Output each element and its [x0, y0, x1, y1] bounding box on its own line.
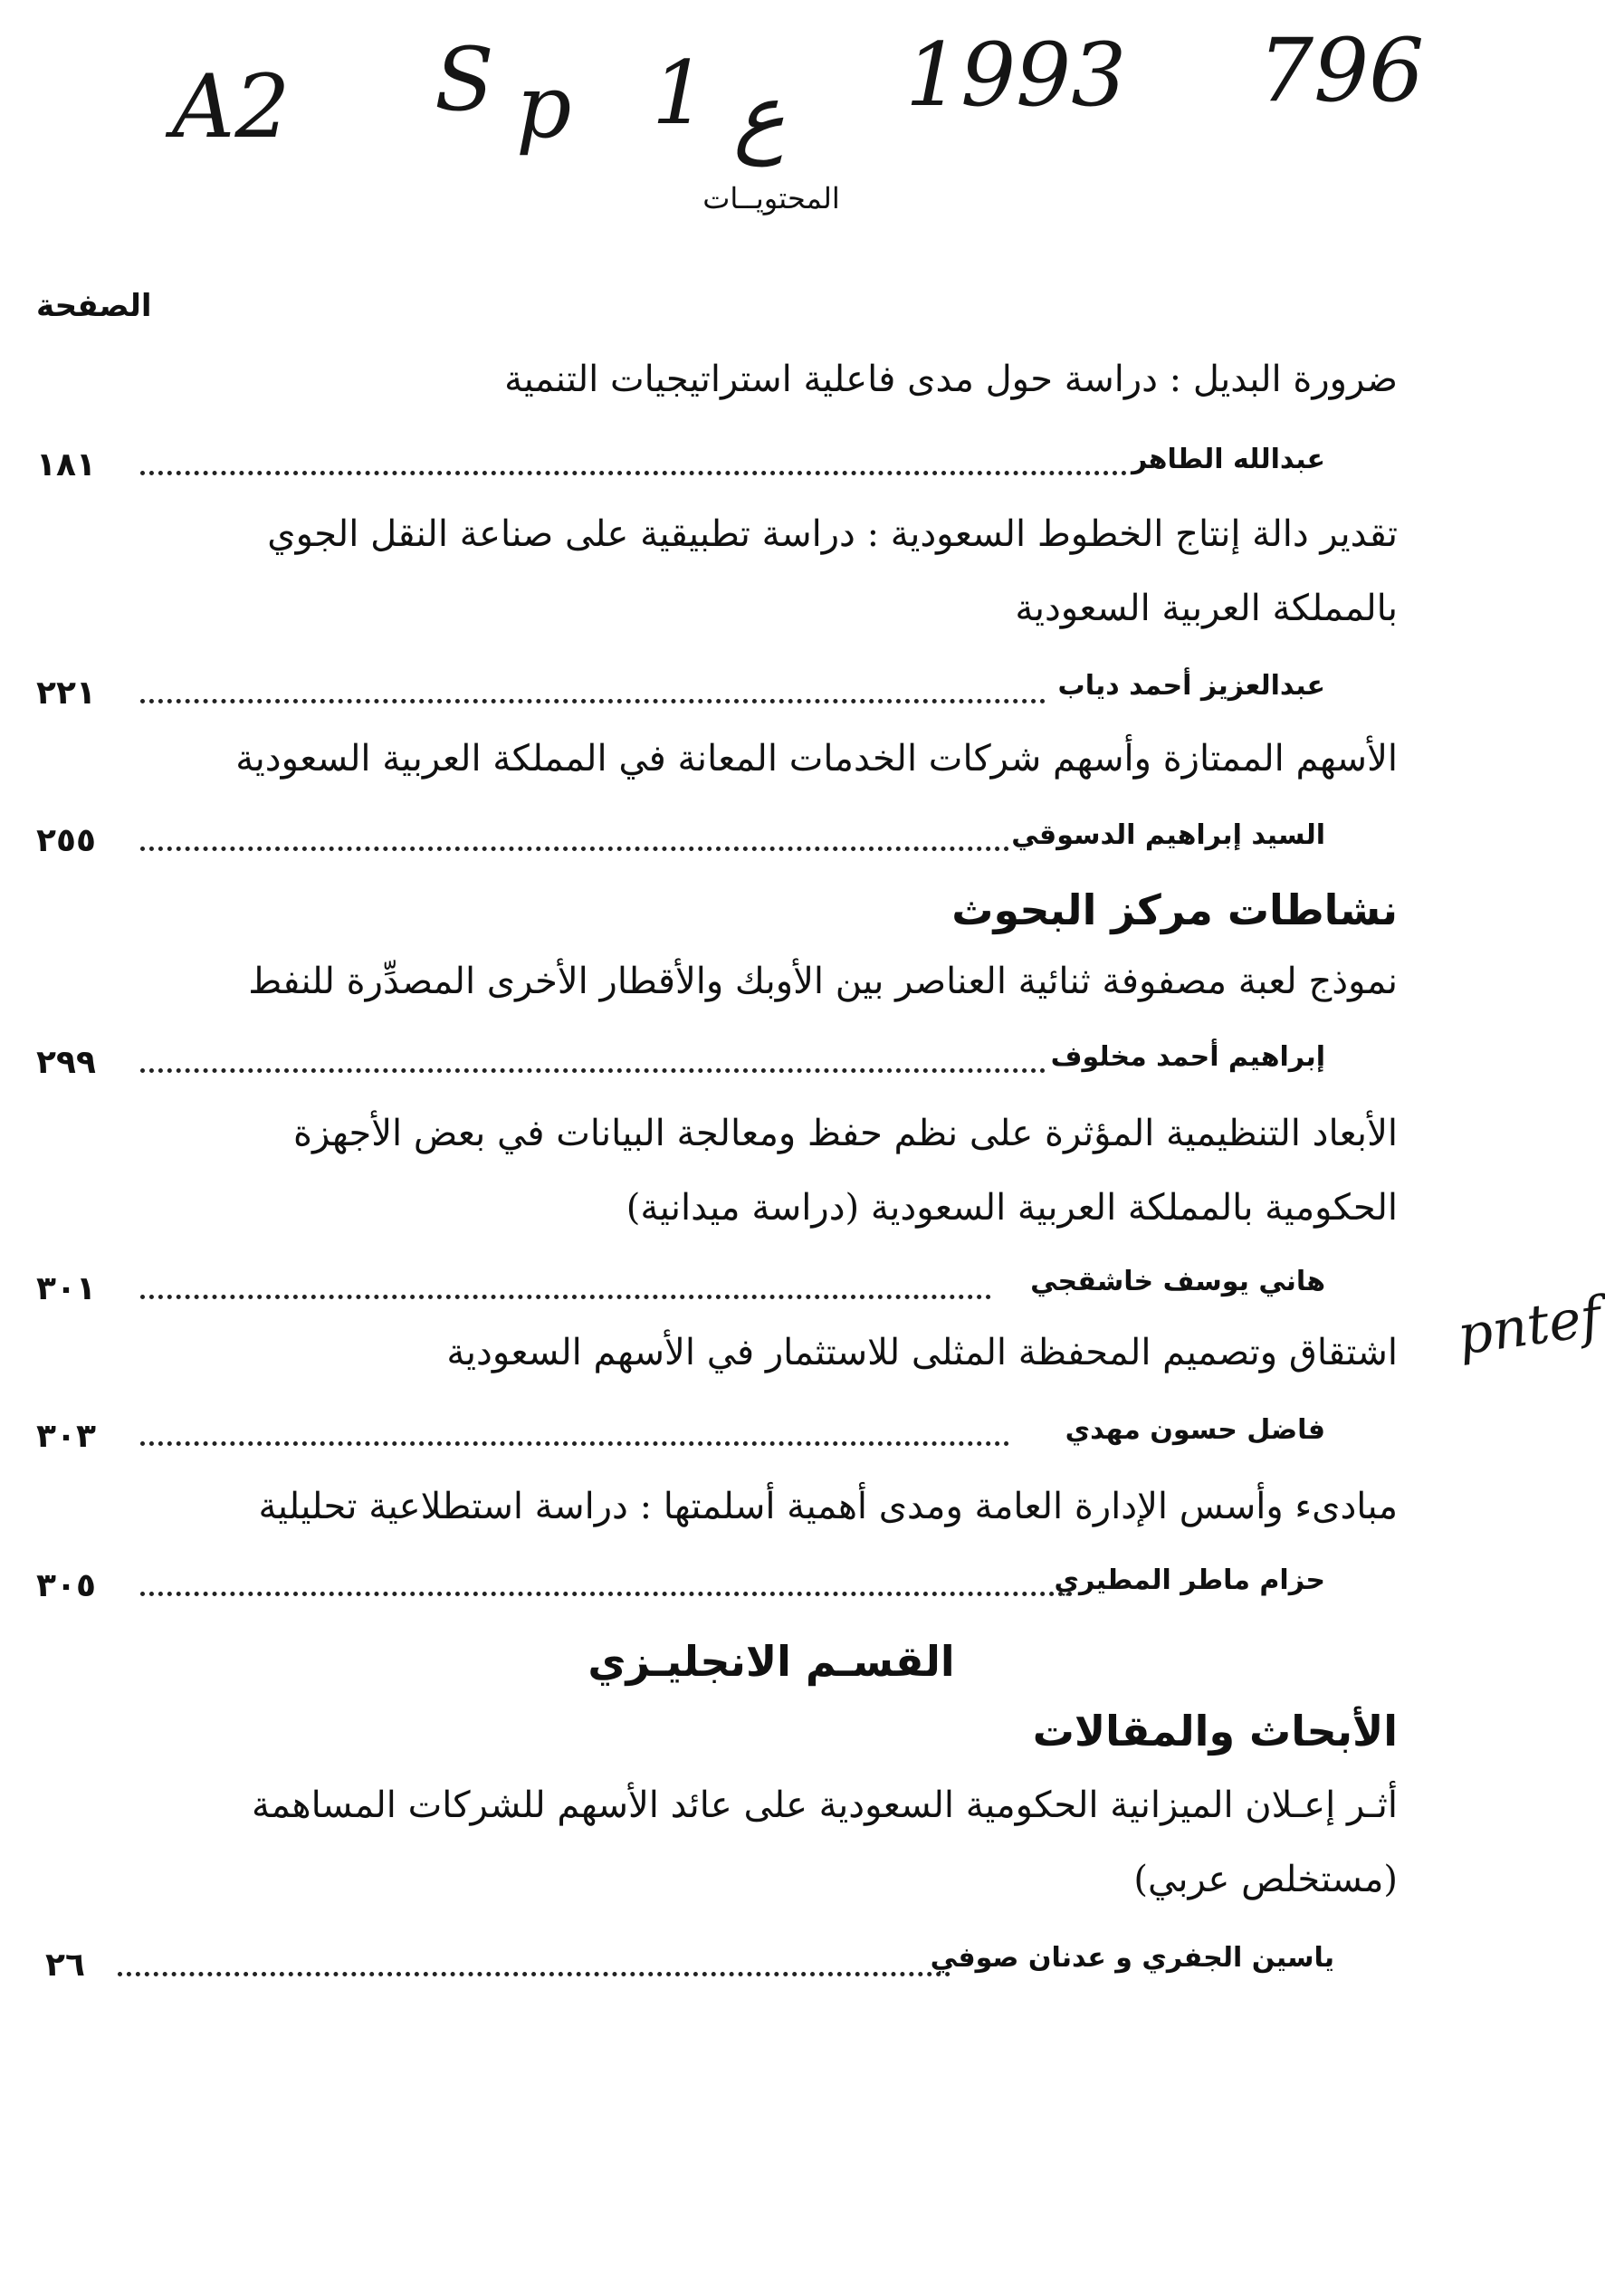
entry-title-line2: بالمملكة العربية السعودية	[1015, 588, 1398, 629]
section-heading-activities: نشاطات مركز البحوث	[951, 885, 1398, 934]
activity-title-line2: الحكومية بالمملكة العربية السعودية (دراسة ميدانية)	[626, 1187, 1398, 1229]
activity-author: هاني يوسف خاشقجي	[1030, 1266, 1325, 1297]
entry-page: ٢٢١	[36, 674, 96, 712]
entry-author: عبدالله الطاهر	[1132, 444, 1325, 475]
english-entry-title-line1: أثـر إعـلان الميزانية الحكومية السعودية على عائد الأسهم للشركات المساهمة	[251, 1784, 1398, 1826]
page-column-label: الصفحة	[36, 288, 152, 324]
handwritten-code-p: p	[516, 56, 572, 158]
activity-title: نموذج لعبة مصفوفة ثنائية العناصر بين الأوبك والأقطار الأخرى المصدِّرة للنفط	[248, 961, 1398, 1002]
entry-page: ٢٥٥	[36, 822, 96, 859]
handwritten-year: 1993	[905, 24, 1127, 126]
activity-title-line1: الأبعاد التنظيمية المؤثرة على نظم حفظ ومعالجة البيانات في بعض الأجهزة	[293, 1113, 1398, 1154]
entry-title-line1: تقدير دالة إنتاج الخطوط السعودية : دراسة تطبيقية على صناعة النقل الجوي	[267, 513, 1398, 555]
entry-page: ١٨١	[36, 446, 96, 483]
activity-page: ٣٠٣	[36, 1418, 96, 1455]
activity-page: ٣٠١	[36, 1270, 96, 1307]
entry-author: عبدالعزيز أحمد دياب	[1057, 670, 1325, 702]
english-entry-title-line2: (مستخلص عربي)	[1133, 1859, 1398, 1900]
activity-page: ٣٠٥	[36, 1567, 96, 1604]
section-heading-research: الأبحاث والمقالات	[1032, 1707, 1398, 1755]
activity-author: فاضل حسون مهدي	[1065, 1414, 1325, 1446]
dot-leader	[140, 1592, 1073, 1596]
activity-title: اشتقاق وتصميم المحفظة المثلى للاستثمار في الأسهم السعودية	[446, 1332, 1398, 1373]
english-entry-page: ٢٦	[45, 1947, 85, 1984]
dot-leader	[140, 471, 1127, 475]
dot-leader	[140, 1441, 1009, 1446]
dot-leader	[140, 847, 1009, 851]
english-entry-author: ياسين الجفري و عدنان صوفي	[930, 1942, 1334, 1974]
activity-title: مبادىء وأسس الإدارة العامة ومدى أهمية أسلمتها : دراسة استطلاعية تحليلية	[258, 1486, 1398, 1527]
handwritten-code-e: ع	[733, 65, 786, 167]
handwritten-margin-note: pntef	[1453, 1285, 1605, 1368]
dot-leader	[140, 1068, 1046, 1073]
entry-title: الأسهم الممتازة وأسهم شركات الخدمات المعانة في المملكة العربية السعودية	[235, 738, 1398, 780]
contents-title: المحتويــات	[702, 181, 840, 215]
handwritten-number: 796	[1258, 20, 1425, 121]
section-heading-english: القسـم الانجليـزي	[588, 1637, 955, 1686]
handwritten-code-1: 1	[652, 43, 708, 144]
entry-author: السيد إبراهيم الدسوقي	[1011, 819, 1325, 851]
activity-author: حزام ماطر المطيري	[1054, 1564, 1325, 1596]
handwritten-code-a2: A2	[172, 56, 291, 158]
entry-title: ضرورة البديل : دراسة حول مدى فاعلية استراتيجيات التنمية	[504, 359, 1398, 400]
activity-author: إبراهيم أحمد مخلوف	[1050, 1041, 1325, 1073]
handwritten-code-s: S	[435, 29, 494, 130]
dot-leader	[118, 1972, 951, 1976]
dot-leader	[140, 1295, 991, 1299]
dot-leader	[140, 699, 1046, 703]
activity-page: ٢٩٩	[36, 1044, 96, 1081]
